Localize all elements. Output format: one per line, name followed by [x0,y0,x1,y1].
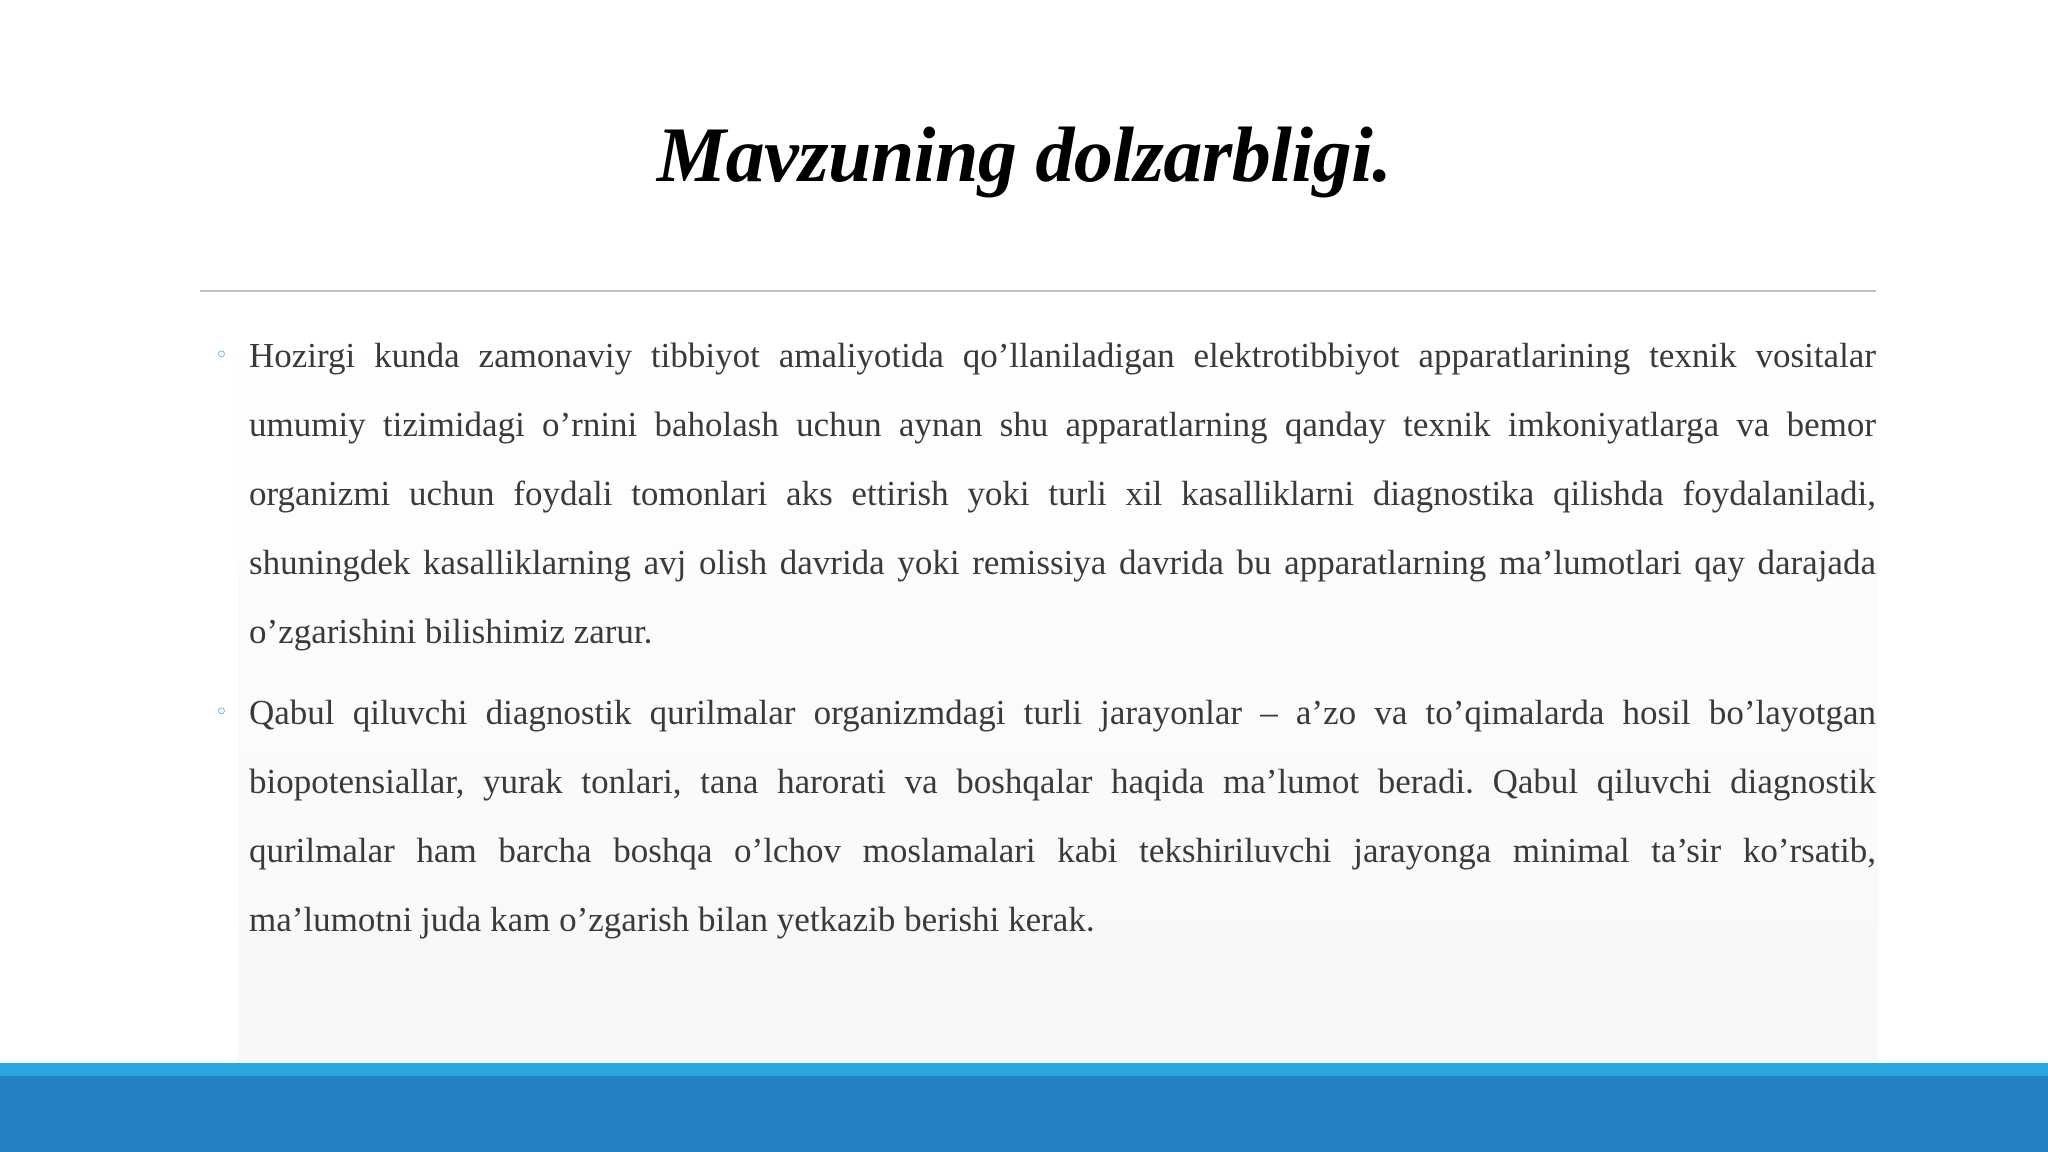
slide-title: Mavzuning dolzarbligi. [656,111,1392,198]
bullet-item [200,678,1876,954]
bullet-list [200,321,1876,966]
bullet-item [200,321,1876,666]
bullet-icon: ◦ [215,700,228,725]
footer-bar [0,1076,2048,1152]
footer-accent-stripe [0,1063,2048,1076]
bullet-icon: ◦ [215,343,228,368]
bullet-text: Qabul qiluvchi diagnostik qurilmalar organizmdagi turli jarayonlar – a’zo va to’qimalarda hosil bo’layotgan biopotensiallar, yurak tonlari, tana harorati va boshqalar haqida ma’lumot beradi. Qabul qiluvchi diagnostik qurilmalar ham barcha boshqa o’lchov moslamalari kabi tekshiriluvchi jarayonga minimal ta’sir ko’rsatib, ma’lumotni juda kam o’zgarish bilan yetkazib berishi kerak. [249,693,1876,939]
title-divider [200,290,1876,292]
bullet-text: Hozirgi kunda zamonaviy tibbiyot amaliyotida qo’llaniladigan elektrotibbiyot apparatlarining texnik vositalar umumiy tizimidagi o’rnini baholash uchun aynan shu apparatlarning qanday texnik imkoniyatlarga va bemor organizmi uchun foydali tomonlari aks ettirish yoki turli xil kasalliklarni diagnostika qilishda foydalaniladi, shuningdek kasalliklarning avj olish davrida yoki remissiya davrida bu apparatlarning ma’lumotlari qay darajada o’zgarishini bilishimiz zarur. [249,336,1876,651]
